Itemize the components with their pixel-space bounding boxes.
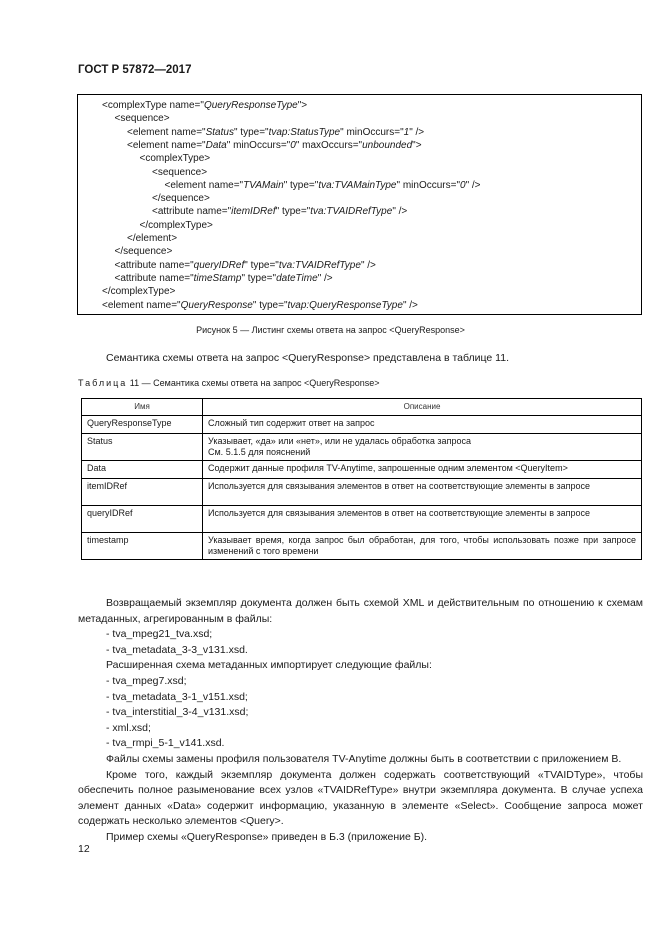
code-value: itemIDRef bbox=[231, 206, 276, 218]
code-value: tva:TVAIDRefType bbox=[278, 259, 361, 271]
code-line bbox=[152, 192, 210, 205]
semantics-table bbox=[81, 398, 642, 560]
row-description: Содержит данные профиля TV-Anytime, запрошенные одним элементом <QueryItem> bbox=[203, 461, 642, 479]
row-name: timestamp bbox=[82, 533, 203, 560]
code-token: <attribute name=" bbox=[152, 206, 232, 218]
row-name: QueryResponseType bbox=[82, 416, 203, 434]
code-line bbox=[115, 259, 376, 272]
table-row bbox=[82, 434, 642, 461]
body-paragraph: Возвращаемый экземпляр документа должен быть схемой XML и действительным по отношению к схемам метаданных, агрегированным в файлы: bbox=[78, 597, 643, 625]
row-name: Data bbox=[82, 461, 203, 479]
code-line bbox=[102, 299, 418, 312]
code-value: tvap:QueryResponseType bbox=[287, 299, 403, 311]
code-token: " /> bbox=[402, 299, 418, 311]
code-value: timeStamp bbox=[193, 272, 242, 284]
column-header-description: Описание bbox=[203, 399, 642, 416]
row-description: Сложный тип содержит ответ на запрос bbox=[203, 416, 642, 434]
code-line bbox=[127, 126, 424, 139]
code-token: " /> bbox=[409, 126, 425, 138]
code-value: dateTime bbox=[276, 272, 318, 284]
code-token: " type=" bbox=[241, 272, 277, 284]
code-value: unbounded bbox=[362, 139, 413, 151]
document-header: ГОСТ Р 57872—2017 bbox=[78, 64, 192, 76]
file-list-item: - xml.xsd; bbox=[106, 721, 151, 734]
code-token: </element> bbox=[127, 233, 178, 244]
code-value: tvap:StatusType bbox=[268, 126, 341, 138]
row-description: Используется для связывания элементов в ответ на соответствующие элементы в запросе bbox=[203, 479, 642, 506]
row-description: Указывает, «да» или «нет», или не удалась обработка запроса См. 5.1.5 для пояснений bbox=[203, 434, 642, 461]
body-paragraph: Кроме того, каждый экземпляр документа должен содержать соответствующий «TVAIDType», чтобы обеспечить полное разыменование всех узлов «TVAIDRefType» внутри экземпляра документа. В случае успеха элемент данных «Data» содержит информацию, указанную в элементе «Select». Сообщение запроса может содержать несколько элементов <Query>. bbox=[78, 768, 643, 828]
table-row bbox=[82, 479, 642, 506]
file-list-item: - tva_rmpi_5-1_v141.xsd. bbox=[106, 737, 225, 750]
code-value: 1 bbox=[403, 126, 410, 138]
figure-caption: Рисунок 5 — Листинг схемы ответа на запрос <QueryResponse> bbox=[196, 325, 465, 335]
code-token: " type=" bbox=[275, 206, 311, 218]
code-token: " minOccurs=" bbox=[396, 179, 461, 191]
code-token: " /> bbox=[317, 272, 333, 284]
code-token: " minOccurs=" bbox=[226, 139, 291, 151]
code-line bbox=[127, 232, 177, 245]
code-line bbox=[127, 139, 422, 152]
code-line bbox=[102, 99, 307, 112]
code-token: <attribute name=" bbox=[114, 259, 194, 271]
code-token: " type=" bbox=[233, 126, 269, 138]
code-token: <complexType name=" bbox=[102, 100, 204, 111]
table-title bbox=[78, 378, 380, 388]
code-token: " maxOccurs=" bbox=[295, 139, 363, 151]
code-line bbox=[115, 112, 170, 125]
code-token: <element name=" bbox=[127, 126, 206, 138]
code-token: <sequence> bbox=[114, 113, 170, 125]
code-token: " type=" bbox=[283, 179, 319, 191]
code-value: 0 bbox=[290, 139, 296, 151]
code-value: queryIDRef bbox=[193, 259, 245, 271]
file-list-item: - tva_metadata_3-3_v131.xsd. bbox=[106, 643, 248, 656]
code-token: </complexType> bbox=[139, 219, 213, 231]
code-line bbox=[140, 219, 213, 232]
code-value: tva:TVAMainType bbox=[318, 179, 397, 191]
code-token: " minOccurs=" bbox=[340, 126, 404, 138]
body-paragraph: Пример схемы «QueryResponse» приведен в Б.3 (приложение Б). bbox=[106, 830, 428, 843]
code-value: 0 bbox=[460, 179, 466, 191]
code-token: <complexType> bbox=[139, 153, 211, 165]
code-token: "> bbox=[297, 100, 308, 111]
code-token: </sequence> bbox=[114, 246, 173, 258]
row-description: Используется для связывания элементов в ответ на соответствующие элементы в запросе bbox=[203, 506, 642, 533]
body-paragraph: Файлы схемы замены профиля пользователя TV-Anytime должны быть в соответствии с приложением В. bbox=[106, 752, 622, 765]
row-name: Status bbox=[82, 434, 203, 461]
code-line bbox=[165, 179, 481, 192]
code-value: Data bbox=[205, 139, 227, 151]
code-token: </complexType> bbox=[102, 286, 176, 298]
table-title-text: 11 — Семантика схемы ответа на запрос <QueryResponse> bbox=[127, 378, 380, 388]
code-token: " /> bbox=[392, 206, 408, 218]
code-listing-box bbox=[77, 94, 642, 315]
code-token: " type=" bbox=[252, 299, 288, 311]
code-token: <sequence> bbox=[152, 166, 208, 178]
code-token: "> bbox=[412, 139, 422, 151]
column-header-name: Имя bbox=[82, 399, 203, 416]
code-line bbox=[140, 152, 211, 165]
code-line bbox=[152, 205, 407, 218]
code-value: Status bbox=[205, 126, 234, 138]
body-paragraph: Расширенная схема метаданных импортирует следующие файлы: bbox=[106, 659, 432, 672]
code-token: <element name=" bbox=[164, 179, 244, 191]
code-token: " /> bbox=[465, 179, 481, 191]
table-header-row bbox=[82, 399, 642, 416]
code-token: </sequence> bbox=[152, 193, 210, 205]
code-value: QueryResponse bbox=[180, 299, 253, 311]
body-text bbox=[78, 596, 643, 846]
page-number: 12 bbox=[78, 843, 90, 855]
file-list-item: - tva_mpeg21_tva.xsd; bbox=[106, 628, 213, 641]
code-line bbox=[115, 272, 333, 285]
row-name: queryIDRef bbox=[82, 506, 203, 533]
table-row bbox=[82, 461, 642, 479]
table-row bbox=[82, 506, 642, 533]
code-token: " /> bbox=[360, 259, 376, 271]
file-list-item: - tva_interstitial_3-4_v131.xsd; bbox=[106, 706, 249, 719]
code-token: <element name=" bbox=[127, 139, 206, 151]
code-value: QueryResponseType bbox=[203, 100, 298, 111]
file-list-item: - tva_mpeg7.xsd; bbox=[106, 674, 187, 687]
code-token: <attribute name=" bbox=[114, 272, 194, 284]
code-value: tva:TVAIDRefType bbox=[310, 206, 393, 218]
row-description: Указывает время, когда запрос был обработан, для того, чтобы использовать позже при запросе изменений с того времени bbox=[203, 533, 642, 560]
code-line bbox=[152, 166, 207, 179]
table-row bbox=[82, 533, 642, 560]
file-list-item: - tva_metadata_3-1_v151.xsd; bbox=[106, 690, 248, 703]
code-value: TVAMain bbox=[243, 179, 284, 191]
intro-paragraph: Семантика схемы ответа на запрос <QueryResponse> представлена в таблице 11. bbox=[106, 352, 509, 364]
code-token: <element name=" bbox=[102, 299, 181, 311]
code-line bbox=[115, 245, 173, 258]
table-title-label: Таблица bbox=[78, 378, 128, 388]
code-token: " type=" bbox=[244, 259, 279, 271]
row-name: itemIDRef bbox=[82, 479, 203, 506]
code-line bbox=[102, 285, 175, 298]
table-row bbox=[82, 416, 642, 434]
